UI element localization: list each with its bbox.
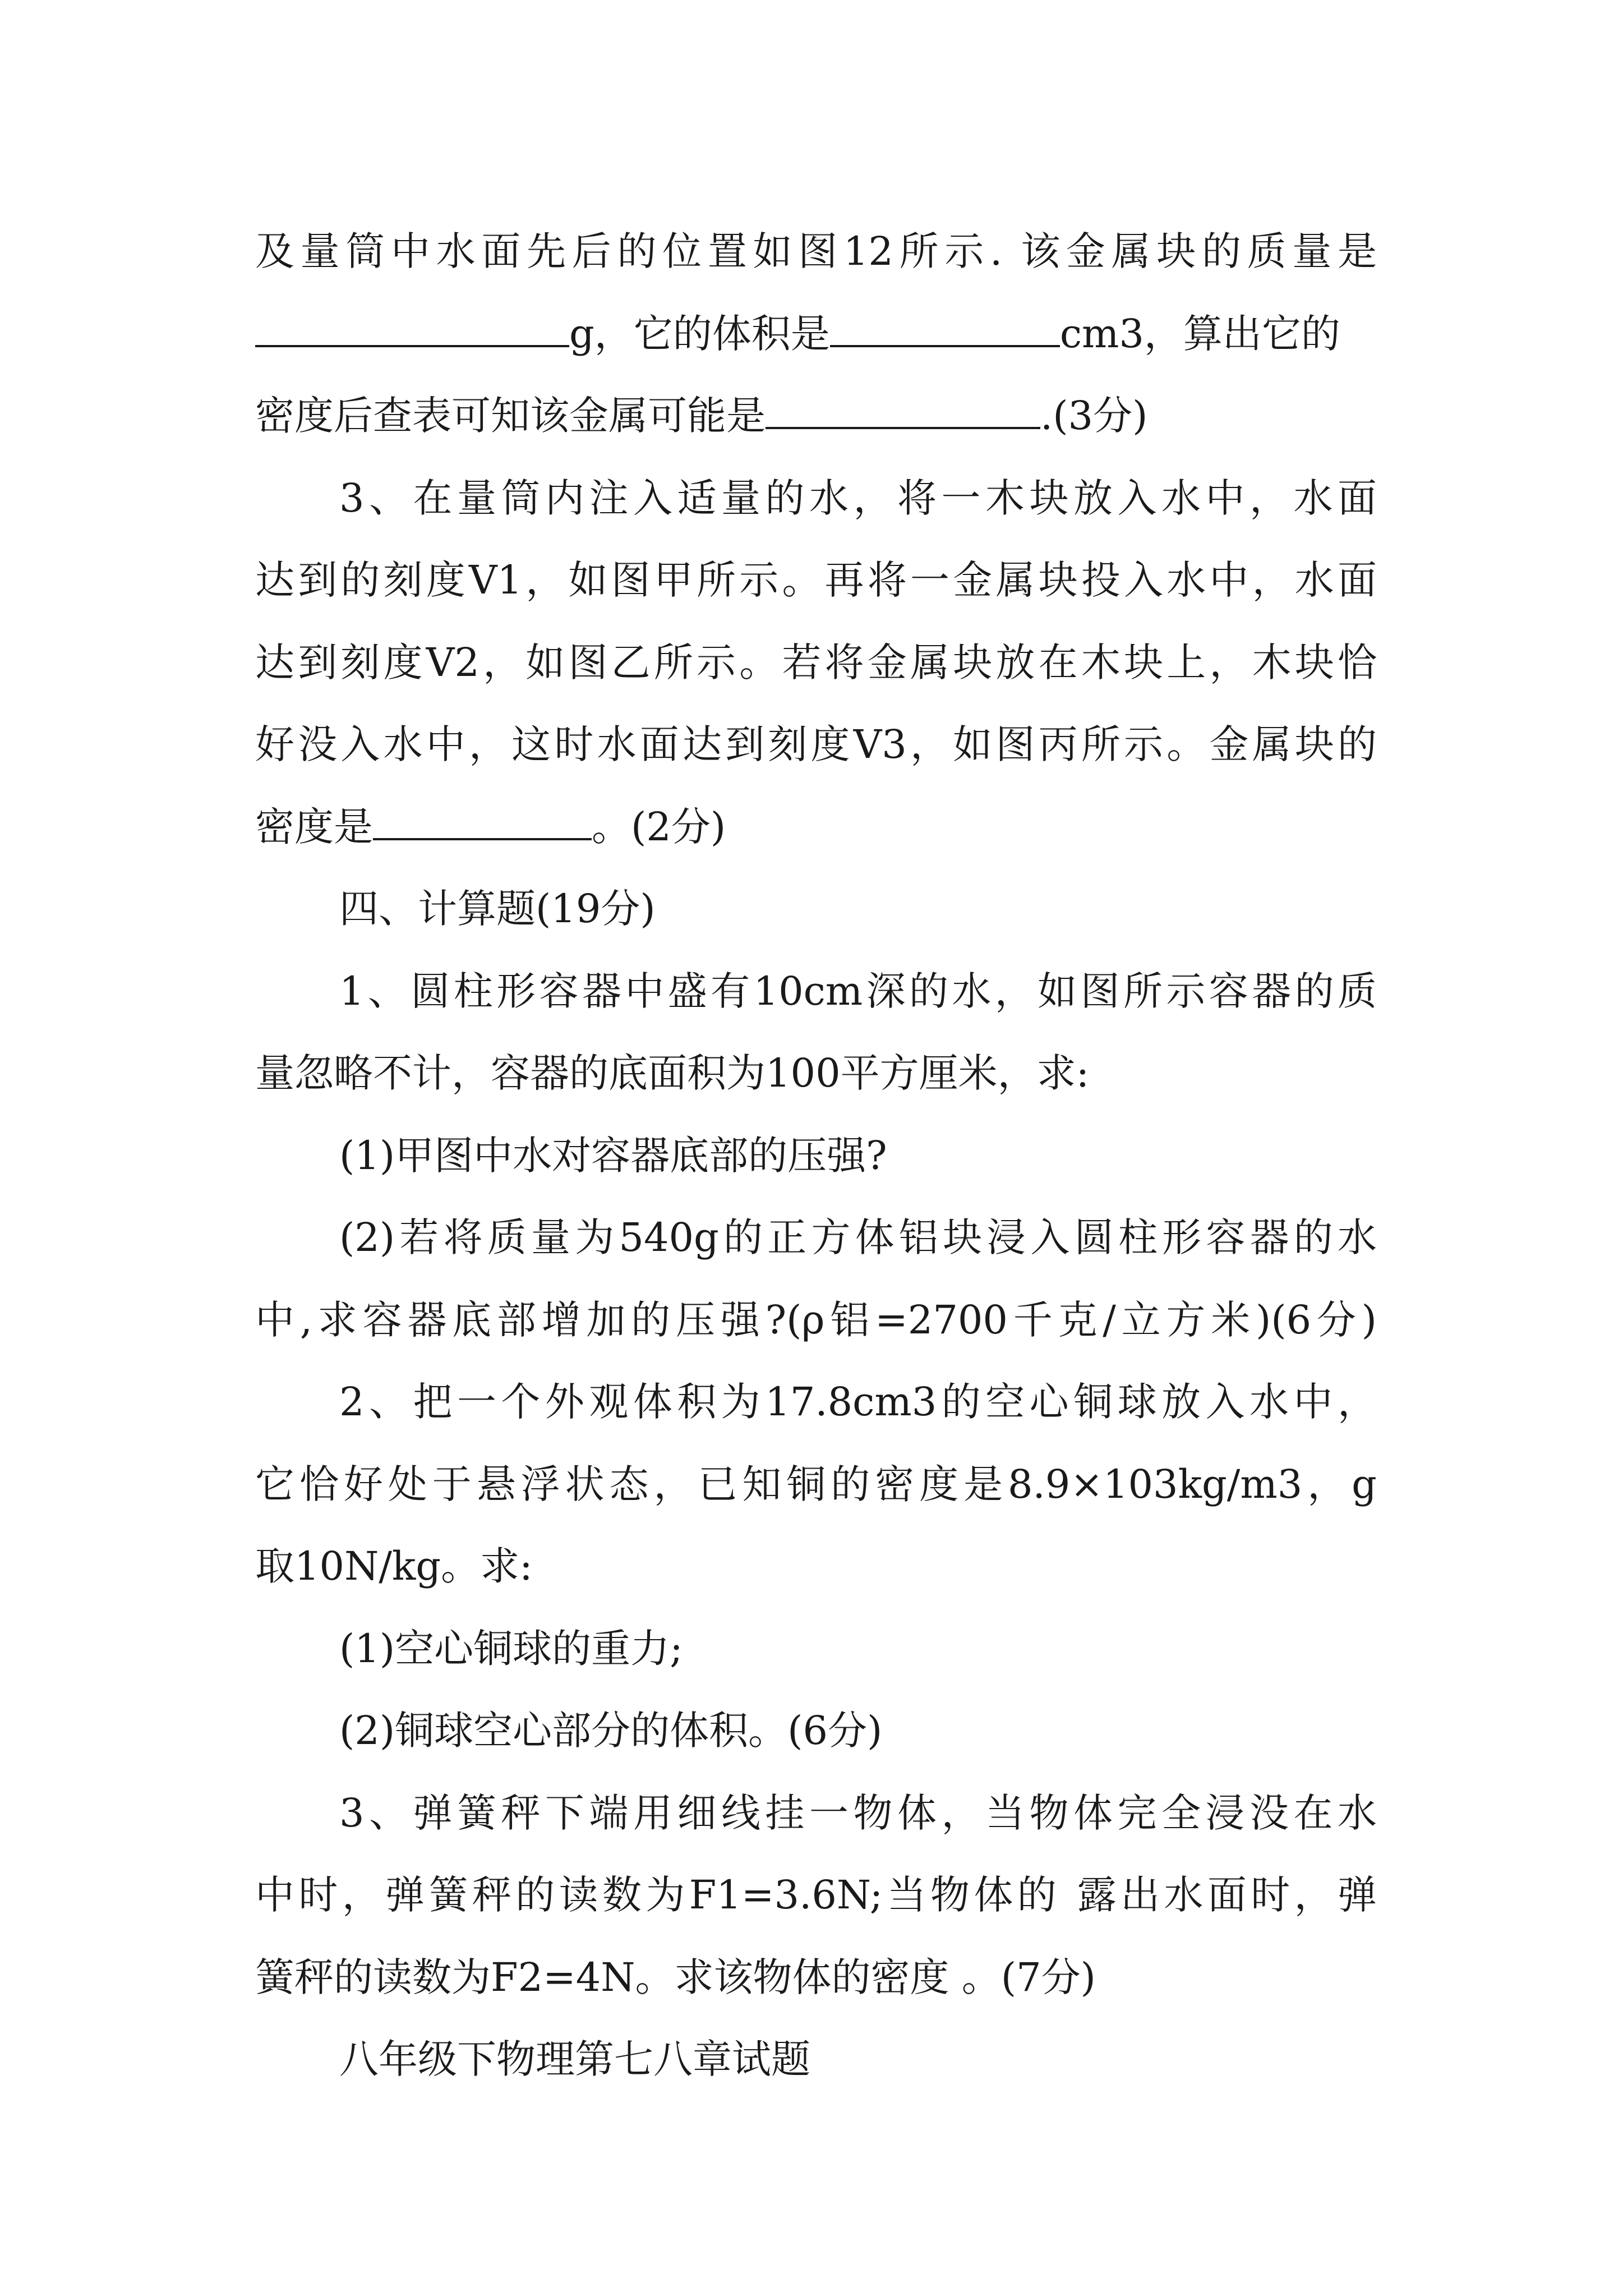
text-line [255, 786, 1377, 868]
text-line: 3、弹簧秤下端用细线挂一物体，当物体完全浸没在水 [339, 1789, 1377, 1836]
text-line: 及量筒中水面先后的位置如图12所示. 该金属块的质量是 [255, 228, 1377, 274]
text-line: 中时，弹簧秤的读数为F1=3.6N;当物体的 露出水面时，弹 [255, 1872, 1377, 1918]
text-line: 它恰好处于悬浮状态，已知铜的密度是8.9×103kg/m3，g [255, 1461, 1377, 1507]
document-body [255, 210, 1377, 2101]
answer-blank [830, 311, 1060, 347]
text-line: (1)空心铜球的重力; [339, 1625, 683, 1672]
text-fragment: g，它的体积是 [569, 310, 830, 357]
section-heading: 四、计算题(19分) [339, 886, 656, 932]
answer-blank [373, 804, 592, 840]
text-fragment: cm3，算出它的 [1059, 310, 1340, 357]
answer-blank [255, 311, 569, 347]
text-fragment: 密度后查表可知该金属可能是 [255, 393, 766, 439]
text-line: 好没入水中，这时水面达到刻度V3，如图丙所示。金属块的 [255, 721, 1377, 767]
text-fragment: 密度是 [255, 803, 373, 850]
text-line: 1、圆柱形容器中盛有10cm深的水，如图所示容器的质 [339, 968, 1377, 1014]
text-line [255, 375, 1377, 457]
text-line: (2)铜球空心部分的体积。(6分) [339, 1708, 883, 1754]
answer-blank [766, 393, 1040, 429]
text-line: (2)若将质量为540g的正方体铝块浸入圆柱形容器的水 [339, 1214, 1377, 1260]
text-line: 达到刻度V2，如图乙所示。若将金属块放在木块上，木块恰 [255, 639, 1377, 685]
text-line: 簧秤的读数为F2=4N。求该物体的密度 。(7分) [255, 1954, 1096, 2000]
text-line: 2、把一个外观体积为17.8cm3的空心铜球放入水中， [339, 1379, 1377, 1425]
text-fragment: .(3分) [1040, 393, 1148, 439]
text-line: 量忽略不计，容器的底面积为100平方厘米，求: [255, 1050, 1090, 1096]
text-line [255, 293, 1377, 375]
text-fragment: 。(2分) [592, 803, 726, 850]
text-line: 中,求容器底部增加的压强?(ρ铝=2700千克/立方米)(6分) [255, 1296, 1377, 1343]
text-line: 取10N/kg。求: [255, 1543, 533, 1589]
text-line: 3、在量筒内注入适量的水，将一木块放入水中，水面 [339, 475, 1377, 521]
text-line: (1)甲图中水对容器底部的压强? [339, 1132, 887, 1179]
document-footer-title: 八年级下物理第七八章试题 [339, 2036, 810, 2082]
text-line: 达到的刻度V1，如图甲所示。再将一金属块投入水中，水面 [255, 557, 1377, 603]
